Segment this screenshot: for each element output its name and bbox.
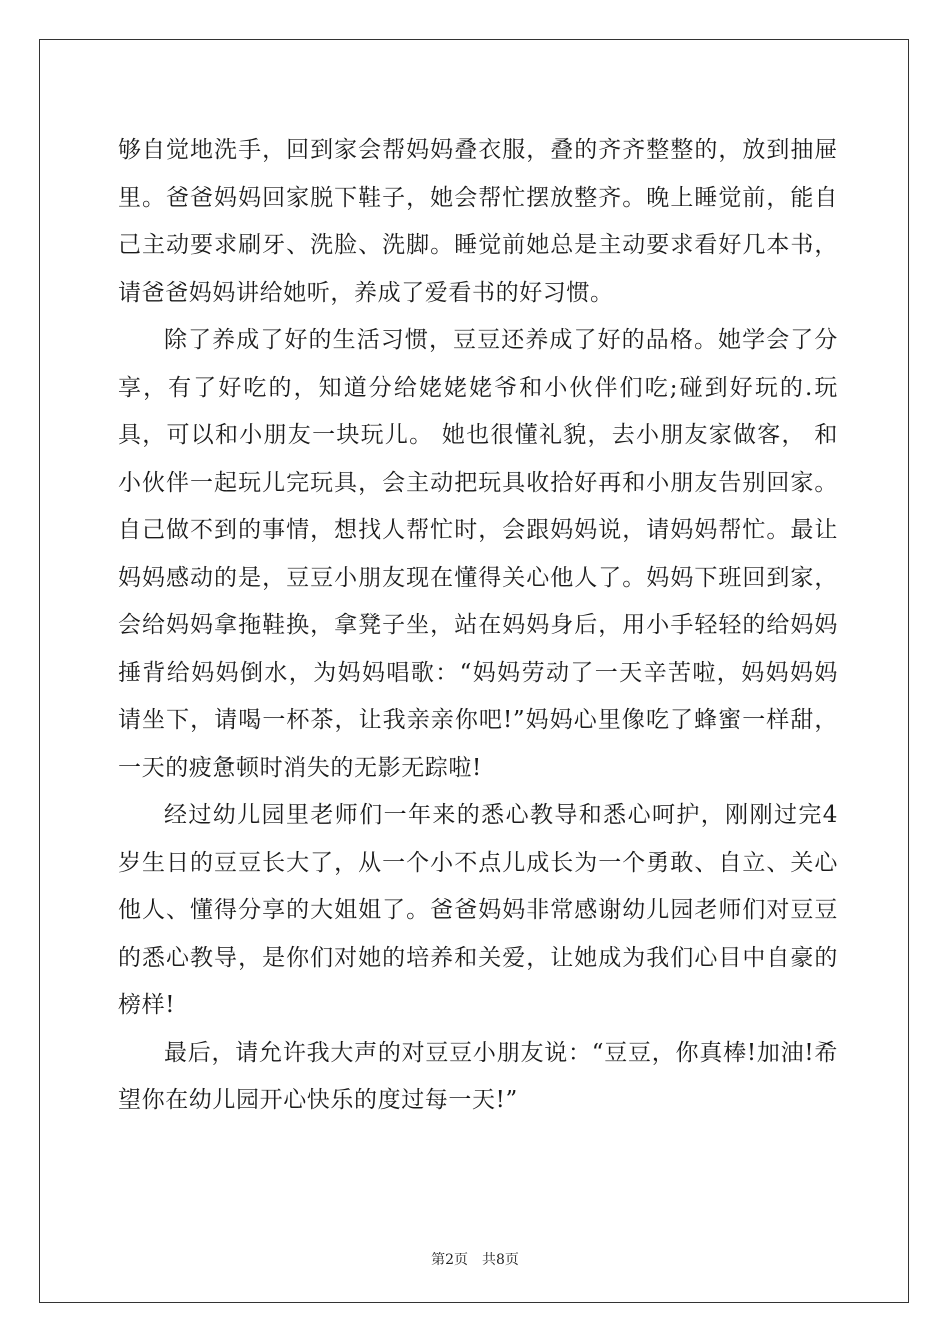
document-body [118,127,838,1125]
page-footer [0,1249,950,1269]
paragraph-4: 最后，请允许我大声的对豆豆小朋友说：“豆豆，你真棒!加油!希望你在幼儿园开心快乐的度过每一天!” [118,1039,838,1113]
page-number: 第2页 [431,1252,468,1268]
paragraph-1: 够自觉地洗手，回到家会帮妈妈叠衣服，叠的齐齐整整的，放到抽屉里。爸爸妈妈回家脱下鞋子，她会帮忙摆放整齐。晚上睡觉前，能自己主动要求刷牙、洗脸、洗脚。睡觉前她总是主动要求看好几本书，请爸爸妈妈讲给她听，养成了爱看书的好习惯。 [118,137,838,306]
page-total: 共8页 [482,1252,519,1268]
paragraph-2: 除了养成了好的生活习惯，豆豆还养成了好的品格。她学会了分享，有了好吃的，知道分给姥姥姥爷和小伙伴们吃;碰到好玩的.玩具，可以和小朋友一块玩儿。 她也很懂礼貌，去小朋友家做客， 和小伙伴一起玩儿完玩具，会主动把玩具收拾好再和小朋友告别回家。自己做不到的事情，想找人帮忙时，会跟妈妈说，请妈妈帮忙。最让妈妈感动的是，豆豆小朋友现在懂得关心他人了。妈妈下班回到家，会给妈妈拿拖鞋换，拿凳子坐，站在妈妈身后，用小手轻轻的给妈妈捶背给妈妈倒水，为妈妈唱歌：“妈妈劳动了一天辛苦啦，妈妈妈妈请坐下，请喝一杯茶，让我亲亲你吧!”妈妈心里像吃了蜂蜜一样甜，一天的疲惫顿时消失的无影无踪啦! [118,327,838,781]
paragraph-3: 经过幼儿园里老师们一年来的悉心教导和悉心呵护，刚刚过完4岁生日的豆豆长大了，从一个小不点儿成长为一个勇敢、自立、关心他人、懂得分享的大姐姐了。爸爸妈妈非常感谢幼儿园老师们对豆豆的悉心教导，是你们对她的培养和关爱，让她成为我们心目中自豪的榜样! [118,802,838,1018]
